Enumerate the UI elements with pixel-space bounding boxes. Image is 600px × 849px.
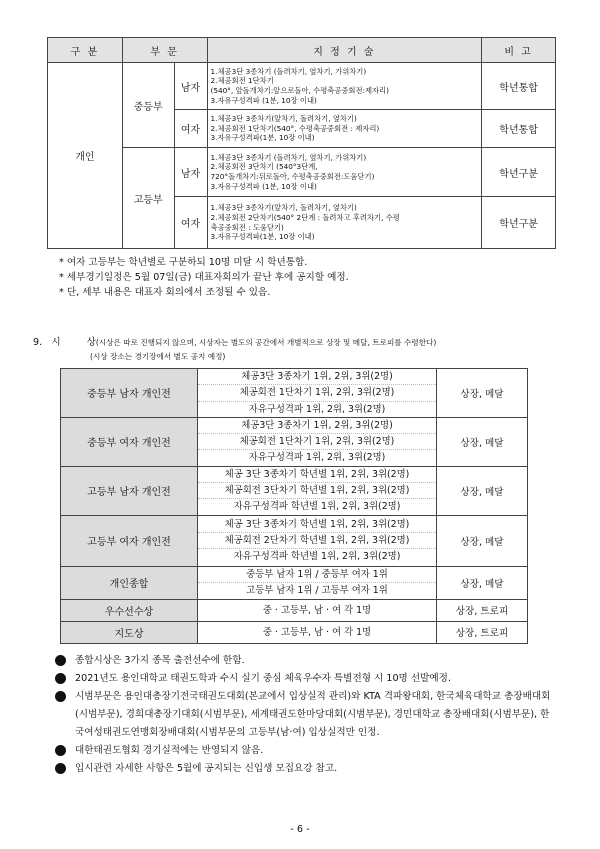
bullet-text: 시범부문은 용인대총장기전국태권도대회(본교에서 입상실적 관리)와 KTA 격파왕대회, 한국체육대학교 총장배대회(시범부문), 경희대총장기대회(시범부문), 세계태권도한마당대회(시범부문), 경민대학교 총장배대회(시범부문), 한국여성태권도연맹회장배대회(시범부문의 고등부(남·여) 입상실적만 인정. (75, 691, 551, 738)
award-prize: 상장, 트로피 (437, 599, 528, 621)
techniques-cell (207, 63, 482, 110)
award-detail-line: 중 · 고등부, 남 · 여 각 1명 (262, 626, 372, 638)
note-line: * 여자 고등부는 학년별로 구분하되 10명 미달 시 학년통합. (59, 257, 308, 268)
header-techniques: 지 정 기 술 (207, 38, 482, 63)
bullet-item (55, 688, 555, 742)
award-detail-line: 고등부 남자 1위 / 고등부 여자 1위 (246, 585, 388, 597)
technique-line: 3.자유구성격파 (1분, 10장 이내) (210, 95, 317, 105)
bullet-icon (55, 655, 66, 666)
header-remarks: 비 고 (482, 38, 556, 63)
division-cell: 중등부 (122, 63, 174, 148)
technique-line: 720°돌개차기:뒤로돌아, 수평축공중회전:도움닫기) (210, 172, 375, 181)
remark-cell: 학년통합 (482, 110, 556, 148)
award-detail-line: 체공3단 3종차기 1위, 2위, 3위(2명) (198, 369, 436, 385)
note-line: * 단, 세부 내용은 대표자 회의에서 조정될 수 있음. (59, 287, 271, 298)
gender-cell: 여자 (174, 110, 207, 148)
award-detail-line: 체공회전 1단차기 1위, 2위, 3위(2명) (198, 434, 436, 450)
award-detail-line: 자유구성격파 1위, 2위, 3위(2명) (248, 452, 386, 464)
techniques-cell (207, 148, 482, 197)
technique-line: 1.체공3단 3종차기 (돌려차기, 옆차기, 가위차기) (210, 66, 367, 76)
technique-line: 3.자유구성격파(1분, 10장 이내) (210, 133, 315, 143)
event-spec-table (47, 37, 556, 249)
award-category: 우수선수상 (61, 599, 198, 621)
note-line: * 세부경기일정은 5월 07일(금) 대표자회의가 끝난 후에 공지할 예정. (59, 272, 349, 283)
bullet-notes (55, 652, 555, 778)
table-row (61, 466, 528, 515)
header-gubun: 구 분 (48, 38, 123, 63)
gubun-cell: 개인 (48, 63, 123, 249)
bullet-item (55, 760, 555, 778)
table-row (48, 63, 556, 110)
award-details (198, 369, 437, 418)
bullet-icon (55, 691, 66, 702)
award-detail-line: 자유구성격파 학년별 1위, 2위, 3위(2명) (233, 501, 401, 513)
remark-cell: 학년구분 (482, 148, 556, 197)
award-details (198, 417, 437, 466)
table-row (61, 515, 528, 566)
award-detail-line: 체공회전 1단차기 1위, 2위, 3위(2명) (198, 385, 436, 401)
table-row (61, 599, 528, 621)
bullet-item (55, 670, 555, 688)
award-detail-line: 체공3단 3종차기 1위, 2위, 3위(2명) (198, 418, 436, 434)
gender-cell: 남자 (174, 63, 207, 110)
techniques-cell (207, 110, 482, 148)
award-detail-line: 자유구성격파 1위, 2위, 3위(2명) (248, 403, 386, 415)
section-sub-note: (시상 장소는 경기장에서 별도 공지 예정) (90, 352, 226, 361)
award-category: 지도상 (61, 621, 198, 643)
award-prize: 상장, 메달 (437, 369, 528, 418)
technique-line: 1.체공3단 3종차기(앞차기, 돌려차기, 옆차기) (210, 114, 357, 124)
award-prize: 상장, 메달 (437, 566, 528, 599)
bullet-icon (55, 763, 66, 774)
bullet-text: 종합시상은 3가지 종목 출전선수에 한함. (75, 655, 245, 666)
award-prize: 상장, 메달 (437, 417, 528, 466)
section-number: 9. (33, 337, 43, 348)
techniques-cell (207, 197, 482, 249)
technique-line: 2.체공회전 3단차기 (540°3단계, (210, 162, 318, 172)
award-details (198, 621, 437, 643)
bullet-text: 2021년도 용인대학교 태권도학과 수시 실기 중심 체육우수자 특별전형 시 10명 선발예정. (75, 673, 451, 684)
technique-line: 3.자유구성격파 (1분, 10장 이내) (210, 181, 317, 191)
table-row (48, 148, 556, 197)
table-row (61, 417, 528, 466)
award-details (198, 599, 437, 621)
award-detail-line: 체공회전 2단차기 학년별 1위, 2위, 3위(2명) (198, 533, 436, 549)
table-row (61, 566, 528, 599)
awards-table (60, 368, 528, 644)
header-bumun: 부 문 (122, 38, 207, 63)
bullet-icon (55, 745, 66, 756)
technique-line: 2.체공회전 1단차기 (210, 76, 274, 86)
award-detail-line: 체공 3단 3종차기 학년별 1위, 2위, 3위(2명) (198, 467, 436, 483)
section-title-b: 상 (86, 337, 96, 348)
award-category: 개인종합 (61, 566, 198, 599)
page-number: - 6 - (290, 824, 310, 835)
remark-cell: 학년통합 (482, 63, 556, 110)
remark-cell: 학년구분 (482, 197, 556, 249)
technique-line: 1.체공3단 3종차기 (돌려차기, 옆차기, 가위차기) (210, 152, 367, 162)
award-category: 고등부 남자 개인전 (61, 466, 198, 515)
table-row (61, 369, 528, 418)
award-prize: 상장, 메달 (437, 515, 528, 566)
section-title-a: 시 (51, 337, 61, 348)
award-detail-line: 체공회전 3단차기 학년별 1위, 2위, 3위(2명) (198, 483, 436, 499)
award-details (198, 566, 437, 599)
award-category: 고등부 여자 개인전 (61, 515, 198, 566)
table-header-row (48, 38, 556, 63)
gender-cell: 여자 (174, 197, 207, 249)
award-detail-line: 중등부 남자 1위 / 중등부 여자 1위 (198, 567, 436, 583)
gender-cell: 남자 (174, 148, 207, 197)
award-prize: 상장, 트로피 (437, 621, 528, 643)
award-category: 중등부 여자 개인전 (61, 417, 198, 466)
bullet-text: 대한태권도협회 경기실적에는 반영되지 않음. (75, 745, 264, 756)
table-notes (59, 255, 349, 300)
award-category: 중등부 남자 개인전 (61, 369, 198, 418)
technique-line: 3.자유구성격파(1분, 10장 이내) (210, 232, 315, 242)
bullet-item (55, 652, 555, 670)
bullet-item (55, 742, 555, 760)
division-cell: 고등부 (122, 148, 174, 249)
award-detail-line: 중 · 고등부, 남 · 여 각 1명 (262, 604, 372, 616)
award-detail-line: 체공 3단 3종차기 학년별 1위, 2위, 3위(2명) (198, 517, 436, 533)
award-prize: 상장, 메달 (437, 466, 528, 515)
bullet-text: 입시관련 자세한 사항은 5월에 공지되는 신입생 모집요강 참고. (75, 763, 338, 774)
technique-line: 2.체공회전 1단차기(540°, 수평축공중회전 : 제자리) (210, 123, 380, 133)
section-heading (33, 334, 436, 348)
award-details (198, 466, 437, 515)
technique-line: 2.체공회전 2단차기(540° 2단계 : 돌려차고 후려차기, 수평 (210, 212, 400, 222)
award-details (198, 515, 437, 566)
bullet-icon (55, 673, 66, 684)
award-detail-line: 자유구성격파 학년별 1위, 2위, 3위(2명) (233, 551, 401, 563)
section-note: (시상은 따로 진행되지 않으며, 시상자는 별도의 공간에서 개별적으로 상장 및 메달, 트로피를 수령한다) (95, 338, 437, 347)
technique-line: 축공중회전 : 도움닫기) (210, 222, 284, 232)
technique-line: (540°, 앞돌개차기:앞으로돌아, 수평축공중회전:제자리) (210, 86, 389, 95)
technique-line: 1.체공3단 3종차기(앞차기, 돌려차기, 옆차기) (210, 203, 357, 213)
table-row (61, 621, 528, 643)
